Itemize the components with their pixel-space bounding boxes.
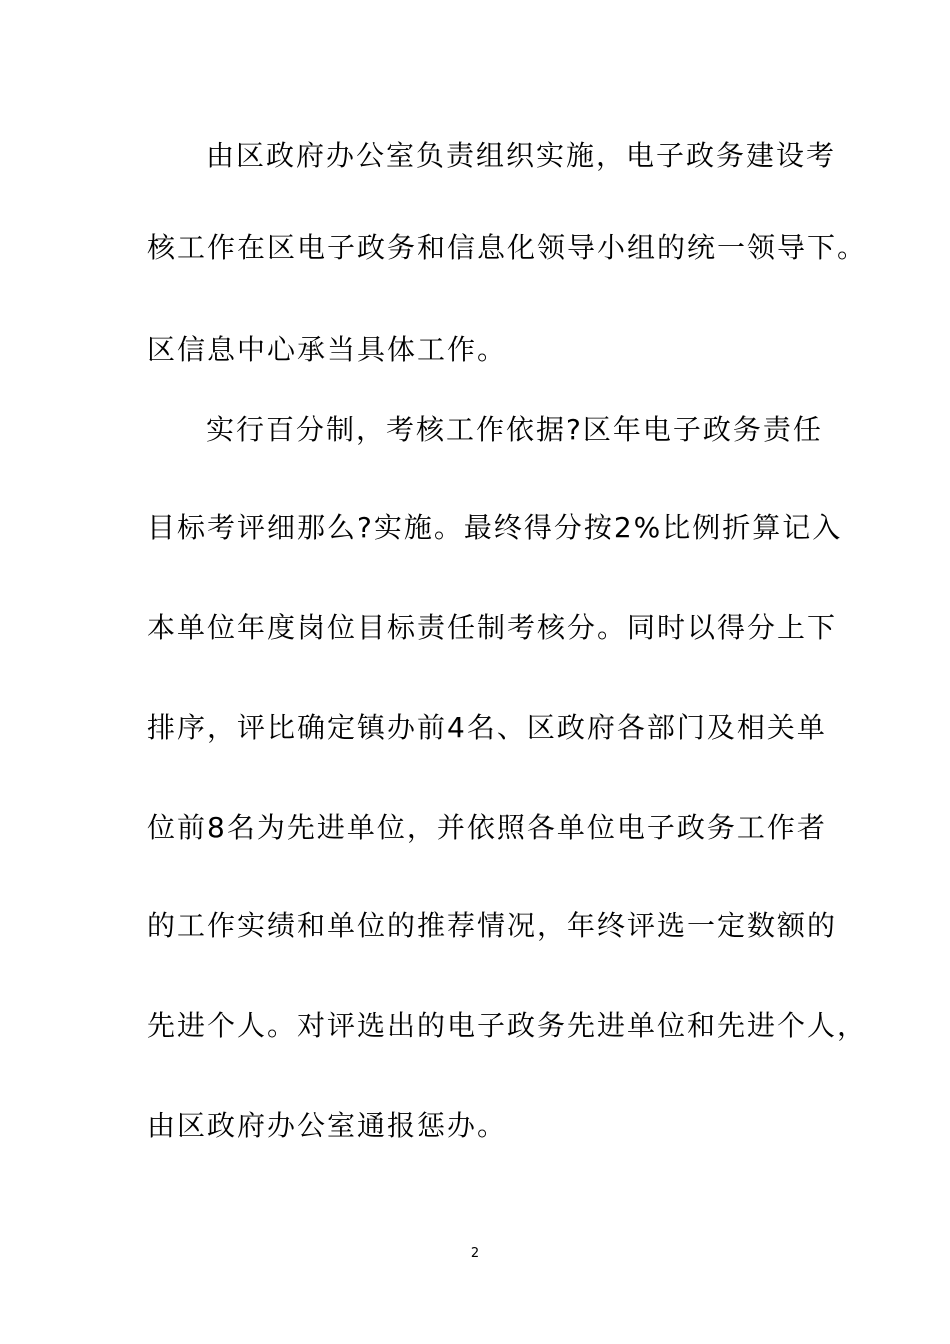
paragraph-1-line-1: 由区政府办公室负责组织实施，电子政务建设考 [206,139,837,172]
paragraph-1-line-3: 区信息中心承当具体工作。 [147,333,508,366]
paragraph-2-line-5: 位前8名为先进单位，并依照各单位电子政务工作者 [147,811,827,844]
paragraph-2-line-8: 由区政府办公室通报惩办。 [147,1109,508,1142]
paragraph-1-line-2: 核工作在区电子政务和信息化领导小组的统一领导下。 [147,231,868,264]
page-number: 2 [470,1246,480,1261]
paragraph-2-line-7: 先进个人。对评选出的电子政务先进单位和先进个人， [147,1009,868,1042]
paragraph-2-line-3: 本单位年度岗位目标责任制考核分。同时以得分上下 [147,611,838,644]
paragraph-2-line-1: 实行百分制，考核工作依据?区年电子政务责任 [206,413,823,446]
paragraph-2-line-6: 的工作实绩和单位的推荐情况，年终评选一定数额的 [147,909,838,942]
paragraph-2-line-4: 排序，评比确定镇办前4名、区政府各部门及相关单 [147,711,827,744]
paragraph-2-line-2: 目标考评细那么?实施。最终得分按2%比例折算记入 [147,511,843,544]
